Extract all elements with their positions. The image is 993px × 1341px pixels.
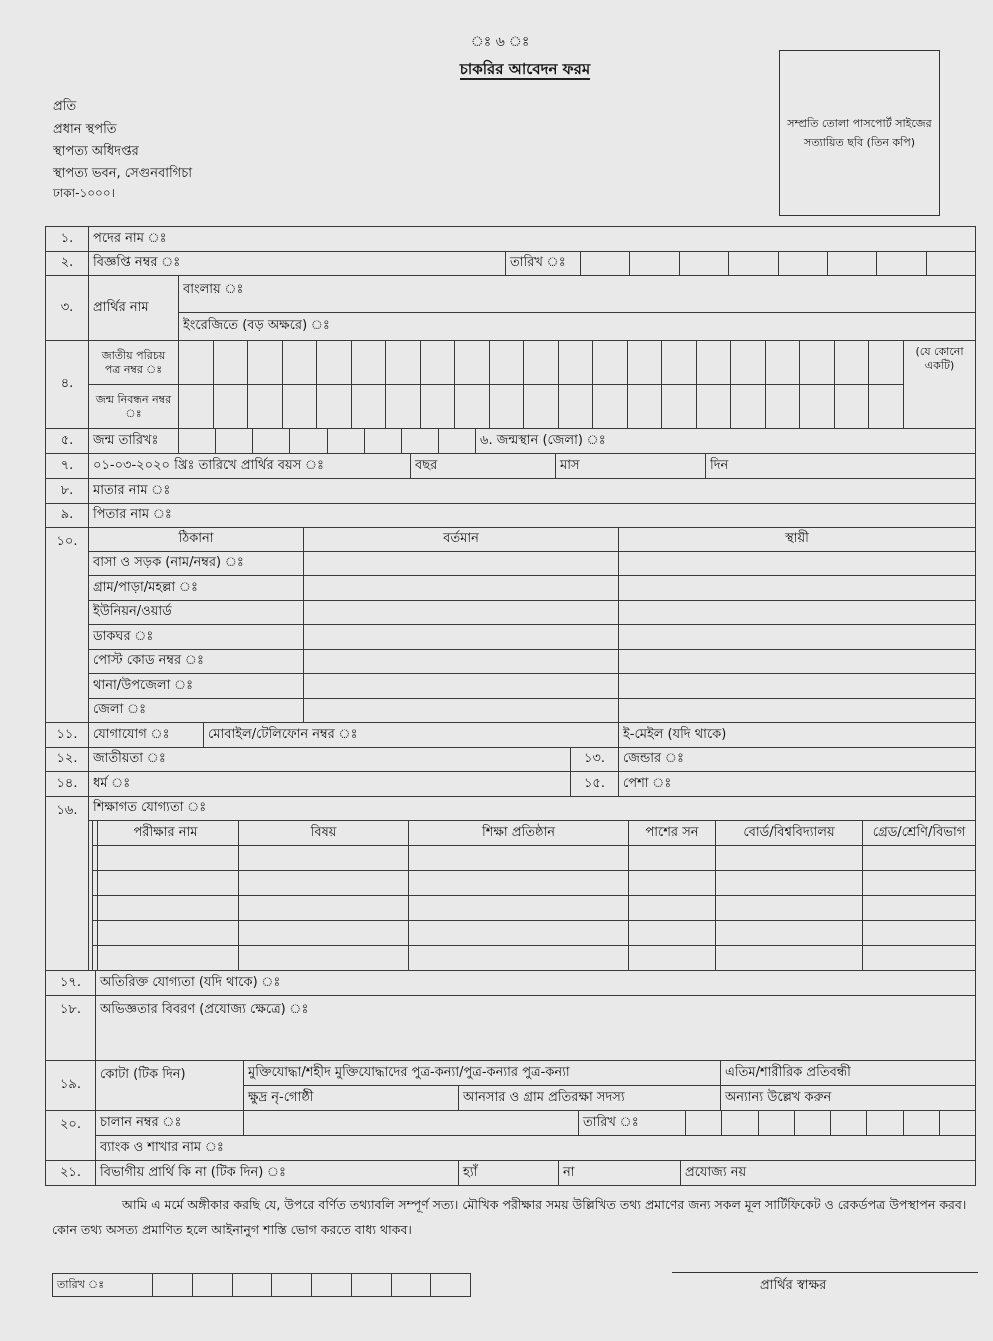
quota-ansar-vdp[interactable]: আনসার ও গ্রাম প্রতিরক্ষা সদস্য <box>458 1085 721 1111</box>
date-box[interactable] <box>580 251 630 276</box>
nid-box[interactable] <box>316 340 352 385</box>
page-title <box>380 58 670 83</box>
nid-box[interactable] <box>247 340 283 385</box>
occupation-field[interactable]: পেশা ঃ <box>618 771 976 797</box>
education-label: শিক্ষাগত যোগ্যতা ঃ <box>88 796 976 821</box>
edu-header: পাশের সন <box>628 820 716 846</box>
present-address-field[interactable] <box>303 624 619 650</box>
row-number: ২০. <box>45 1110 96 1161</box>
date-box[interactable] <box>827 251 877 276</box>
footer-date-box[interactable] <box>391 1273 431 1297</box>
circular-no-field[interactable]: বিজ্ঞপ্তি নম্বর ঃ <box>88 251 506 276</box>
title-text: চাকরির আবেদন ফরম <box>459 60 591 78</box>
birth-reg-box[interactable] <box>868 384 904 429</box>
date-box[interactable] <box>876 251 927 276</box>
declaration-text: আমি এ মর্মে অঙ্গীকার করছি যে, উপরে বর্ণিত তথ্যাবলি সম্পূর্ণ সত্য। মৌখিক পরীক্ষার সময় উল্লিখিত তথ্য প্রমাণের জন্য সকল মূল সার্টিফিকেট ও রেকর্ডপত্র উপস্থাপন করব। কোন তথ্য অসত্য প্রমাণিত হলে আইনানুগ শাস্তি ভোগ করতে বাধ্য থাকব। <box>52 1197 967 1237</box>
row-number: ৩. <box>45 275 89 341</box>
signature-label: প্রার্থির স্বাক্ষর <box>760 1278 827 1293</box>
age-day-field[interactable]: দিন <box>705 453 976 479</box>
nid-box[interactable] <box>592 340 628 385</box>
dob-box[interactable] <box>252 428 290 454</box>
addressee-line: স্থাপত্য ভবন, সেগুনবাগিচা <box>53 166 192 181</box>
edu-cell[interactable] <box>715 945 863 971</box>
birth-reg-box[interactable] <box>489 384 524 429</box>
address-row-label: থানা/উপজেলা ঃ <box>88 673 304 699</box>
challan-date-box[interactable] <box>685 1110 722 1136</box>
edu-header: শিক্ষা প্রতিষ্ঠান <box>408 820 629 846</box>
extra-qualification-field[interactable]: অতিরিক্ত যোগ্যতা (যদি থাকে) ঃ <box>95 970 976 996</box>
row-number: ১. <box>45 226 89 252</box>
row-number: ১৮. <box>45 995 96 1061</box>
addressee-line: প্রধান স্থপতি <box>53 122 117 137</box>
email-field[interactable]: ই-মেইল (যদি থাকে) <box>618 722 976 748</box>
present-header: বর্তমান <box>303 527 619 552</box>
page-number: ঃ ৬ ঃ <box>470 34 530 50</box>
quota-ethnic-minority[interactable]: ক্ষুদ্র নৃ-গোষ্ঠী <box>243 1085 459 1111</box>
date-box[interactable] <box>926 251 976 276</box>
edu-cell[interactable] <box>862 920 976 946</box>
birth-reg-box[interactable] <box>351 384 386 429</box>
nid-box[interactable] <box>558 340 593 385</box>
address-header: ঠিকানা <box>88 527 304 552</box>
addressee-line: প্রতি <box>53 99 77 114</box>
row-number: ৮. <box>45 478 89 504</box>
birth-reg-box[interactable] <box>730 384 766 429</box>
row-number: ১৪. <box>45 771 89 797</box>
birthplace-field[interactable]: ৬. জন্মস্থান (জেলা) ঃ <box>475 428 976 454</box>
edu-cell[interactable] <box>862 870 976 896</box>
row-number: ৫. <box>45 428 89 454</box>
nid-box[interactable] <box>489 340 524 385</box>
challan-date-box[interactable] <box>830 1110 867 1136</box>
quota-orphan-disabled[interactable]: এতিম/শারীরিক প্রতিবন্ধী <box>720 1060 976 1086</box>
quota-label: কোটা (টিক দিন) <box>95 1060 244 1111</box>
date-box[interactable] <box>629 251 680 276</box>
edu-cell[interactable] <box>408 870 629 896</box>
permanent-address-field[interactable] <box>618 649 976 674</box>
departmental-label: বিভাগীয় প্রার্থি কি না (টিক দিন) ঃ <box>95 1160 459 1186</box>
present-address-field[interactable] <box>303 575 619 601</box>
edu-cell[interactable] <box>92 920 239 946</box>
age-year-field[interactable]: বছর <box>410 453 556 479</box>
present-address-field[interactable] <box>303 551 619 576</box>
address-row-label: ডাকঘর ঃ <box>88 624 304 650</box>
permanent-address-field[interactable] <box>618 698 976 723</box>
edu-header: পরীক্ষার নাম <box>92 820 239 846</box>
dob-box[interactable] <box>178 428 216 454</box>
challan-date-box[interactable] <box>794 1110 831 1136</box>
edu-header: বোর্ড/বিশ্ববিদ্যালয় <box>715 820 863 846</box>
birth-reg-box[interactable] <box>454 384 490 429</box>
edu-cell[interactable] <box>238 845 409 871</box>
present-address-field[interactable] <box>303 649 619 674</box>
nid-box[interactable] <box>868 340 904 385</box>
dob-box[interactable] <box>215 428 253 454</box>
nationality-field[interactable]: জাতীয়তা ঃ <box>88 747 571 772</box>
row-number: ৪. <box>45 340 89 429</box>
row-number: ১৬. <box>45 796 89 971</box>
edu-cell[interactable] <box>92 870 239 896</box>
nid-box[interactable] <box>282 340 317 385</box>
row-number: ১৭. <box>45 970 96 996</box>
footer-date-box[interactable] <box>192 1273 233 1297</box>
birth-reg-box[interactable] <box>696 384 731 429</box>
permanent-address-field[interactable] <box>618 600 976 625</box>
birth-reg-box[interactable] <box>661 384 697 429</box>
birth-reg-box[interactable] <box>592 384 628 429</box>
date-box[interactable] <box>728 251 779 276</box>
edu-cell[interactable] <box>715 870 863 896</box>
photo-box-text: সম্প্রতি তোলা পাসপোর্ট সাইজের সত্যায়িত ছবি (তিন কপি) <box>787 117 932 149</box>
dob-box[interactable] <box>438 428 476 454</box>
birth-reg-box[interactable] <box>282 384 317 429</box>
birth-reg-box[interactable] <box>178 384 214 429</box>
nid-box[interactable] <box>765 340 800 385</box>
photo-box[interactable] <box>779 50 940 216</box>
departmental-no[interactable]: না <box>558 1160 681 1186</box>
footer-date-box[interactable] <box>311 1273 352 1297</box>
birth-reg-box[interactable] <box>834 384 869 429</box>
experience-field[interactable]: অভিজ্ঞতার বিবরণ (প্রযোজ্য ক্ষেত্রে) ঃ <box>95 995 976 1061</box>
nid-box[interactable] <box>178 340 214 385</box>
row-number: ১৩. <box>570 747 619 772</box>
edu-cell[interactable] <box>238 870 409 896</box>
addressee-line: স্থাপত্য অধিদপ্তর <box>53 144 139 159</box>
nid-box[interactable] <box>730 340 766 385</box>
phone-field[interactable]: মোবাইল/টেলিফোন নম্বর ঃ <box>203 722 619 748</box>
nid-box[interactable] <box>661 340 697 385</box>
edu-cell[interactable] <box>628 870 716 896</box>
challan-date-label: তারিখ ঃ <box>578 1110 686 1136</box>
birth-reg-box[interactable] <box>213 384 248 429</box>
footer-date-box[interactable] <box>232 1273 272 1297</box>
challan-no-field[interactable] <box>243 1110 579 1136</box>
present-address-field[interactable] <box>303 698 619 723</box>
dob-label: জন্ম তারিখঃ <box>88 428 179 454</box>
birth-reg-box[interactable] <box>247 384 283 429</box>
birth-reg-box[interactable] <box>420 384 455 429</box>
edu-cell[interactable] <box>628 845 716 871</box>
birth-reg-label: জন্ম নিবন্ধন নম্বর ঃ <box>88 384 179 429</box>
footer-date-box[interactable] <box>152 1273 193 1297</box>
footer-date-label: তারিখ ঃ <box>52 1273 153 1297</box>
dob-box[interactable] <box>327 428 365 454</box>
signature-line[interactable] <box>672 1272 978 1273</box>
dob-box[interactable] <box>401 428 439 454</box>
contact-label: যোগাযোগ ঃ <box>88 722 204 748</box>
permanent-header: স্থায়ী <box>618 527 976 552</box>
father-name-field[interactable]: পিতার নাম ঃ <box>88 503 976 528</box>
applicant-name-label: প্রার্থির নাম <box>88 275 179 341</box>
religion-field[interactable]: ধর্ম ঃ <box>88 771 571 797</box>
any-one-note: (যে কোনো একটি) <box>903 340 976 429</box>
nid-box[interactable] <box>420 340 455 385</box>
challan-date-box[interactable] <box>903 1110 940 1136</box>
address-row-label: পোস্ট কোড নম্বর ঃ <box>88 649 304 674</box>
row-number: ২১. <box>45 1160 96 1186</box>
nid-box[interactable] <box>627 340 662 385</box>
edu-cell[interactable] <box>628 920 716 946</box>
name-bangla-field[interactable]: বাংলায় ঃ <box>178 275 976 313</box>
edu-cell[interactable] <box>408 920 629 946</box>
edu-cell[interactable] <box>92 845 239 871</box>
quota-freedom-fighter[interactable]: মুক্তিযোদ্ধা/শহীদ মুক্তিযোদ্ধাদের পুত্র-কন্যা/পুত্র-কন্যার পুত্র-কন্যা <box>243 1060 721 1086</box>
date-box[interactable] <box>679 251 729 276</box>
address-row-label: জেলা ঃ <box>88 698 304 723</box>
permanent-address-field[interactable] <box>618 624 976 650</box>
permanent-address-field[interactable] <box>618 551 976 576</box>
address-row-label: বাসা ও সড়ক (নাম/নম্বর) ঃ <box>88 551 304 576</box>
bank-branch-field[interactable]: ব্যাংক ও শাখার নাম ঃ <box>95 1135 976 1161</box>
edu-cell[interactable] <box>715 920 863 946</box>
edu-cell[interactable] <box>238 895 409 921</box>
row-number: ১১. <box>45 722 89 748</box>
nid-label: জাতীয় পরিচয় পত্র নম্বর ঃ <box>88 340 179 385</box>
departmental-na[interactable]: প্রযোজ্য নয় <box>680 1160 976 1186</box>
edu-header: বিষয় <box>238 820 409 846</box>
address-row-label: গ্রাম/পাড়া/মহল্লা ঃ <box>88 575 304 601</box>
edu-cell[interactable] <box>628 895 716 921</box>
edu-cell[interactable] <box>628 945 716 971</box>
name-english-field[interactable]: ইংরেজিতে (বড় অক্ষরে) ঃ <box>178 312 976 341</box>
birth-reg-box[interactable] <box>523 384 559 429</box>
address-row-label: ইউনিয়ন/ওয়ার্ড <box>88 600 304 625</box>
birth-reg-box[interactable] <box>799 384 835 429</box>
departmental-yes[interactable]: হ্যাঁ <box>458 1160 559 1186</box>
addressee-line: ঢাকা-১০০০। <box>53 186 115 200</box>
quota-other[interactable]: অন্যান্য উল্লেখ করুন <box>720 1085 976 1111</box>
present-address-field[interactable] <box>303 600 619 625</box>
permanent-address-field[interactable] <box>618 575 976 601</box>
birth-reg-box[interactable] <box>627 384 662 429</box>
row-number: ২. <box>45 251 89 276</box>
row-number: ১০. <box>45 527 89 723</box>
nid-box[interactable] <box>454 340 490 385</box>
dob-box[interactable] <box>289 428 328 454</box>
mother-name-field[interactable]: মাতার নাম ঃ <box>88 478 976 504</box>
row-number: ৯. <box>45 503 89 528</box>
edu-cell[interactable] <box>408 845 629 871</box>
edu-cell[interactable] <box>862 895 976 921</box>
nid-box[interactable] <box>696 340 731 385</box>
age-label: ০১-০৩-২০২০ খ্রিঃ তারিখে প্রার্থির বয়স ঃ <box>88 453 411 479</box>
date-box[interactable] <box>778 251 828 276</box>
row-number: ১২. <box>45 747 89 772</box>
nid-box[interactable] <box>799 340 835 385</box>
challan-date-box[interactable] <box>721 1110 759 1136</box>
present-address-field[interactable] <box>303 673 619 699</box>
edu-cell[interactable] <box>862 945 976 971</box>
challan-date-box[interactable] <box>866 1110 904 1136</box>
edu-cell[interactable] <box>408 945 629 971</box>
edu-cell[interactable] <box>715 895 863 921</box>
nid-box[interactable] <box>351 340 386 385</box>
birth-reg-box[interactable] <box>558 384 593 429</box>
footer-date-box[interactable] <box>271 1273 312 1297</box>
dob-box[interactable] <box>364 428 402 454</box>
edu-cell[interactable] <box>862 845 976 871</box>
edu-cell[interactable] <box>92 895 239 921</box>
gender-field[interactable]: জেন্ডার ঃ <box>618 747 976 772</box>
edu-cell[interactable] <box>408 895 629 921</box>
nid-box[interactable] <box>385 340 421 385</box>
edu-header: গ্রেড/শ্রেণি/বিভাগ <box>862 820 976 846</box>
footer-date-box[interactable] <box>430 1273 471 1297</box>
edu-cell[interactable] <box>238 920 409 946</box>
post-name-field[interactable]: পদের নাম ঃ <box>88 226 976 252</box>
age-month-field[interactable]: মাস <box>555 453 706 479</box>
row-number: ৭. <box>45 453 89 479</box>
challan-date-box[interactable] <box>939 1110 976 1136</box>
birth-reg-box[interactable] <box>316 384 352 429</box>
nid-box[interactable] <box>834 340 869 385</box>
challan-date-box[interactable] <box>758 1110 795 1136</box>
row-number: ১৯. <box>45 1060 96 1111</box>
permanent-address-field[interactable] <box>618 673 976 699</box>
nid-box[interactable] <box>523 340 559 385</box>
edu-cell[interactable] <box>92 945 239 971</box>
birth-reg-box[interactable] <box>385 384 421 429</box>
row-number: ১৫. <box>570 771 619 797</box>
edu-cell[interactable] <box>238 945 409 971</box>
challan-label: চালান নম্বর ঃ <box>95 1110 244 1136</box>
date-label: তারিখ ঃ <box>505 251 581 276</box>
footer-date-box[interactable] <box>351 1273 392 1297</box>
edu-cell[interactable] <box>715 845 863 871</box>
birth-reg-box[interactable] <box>765 384 800 429</box>
nid-box[interactable] <box>213 340 248 385</box>
